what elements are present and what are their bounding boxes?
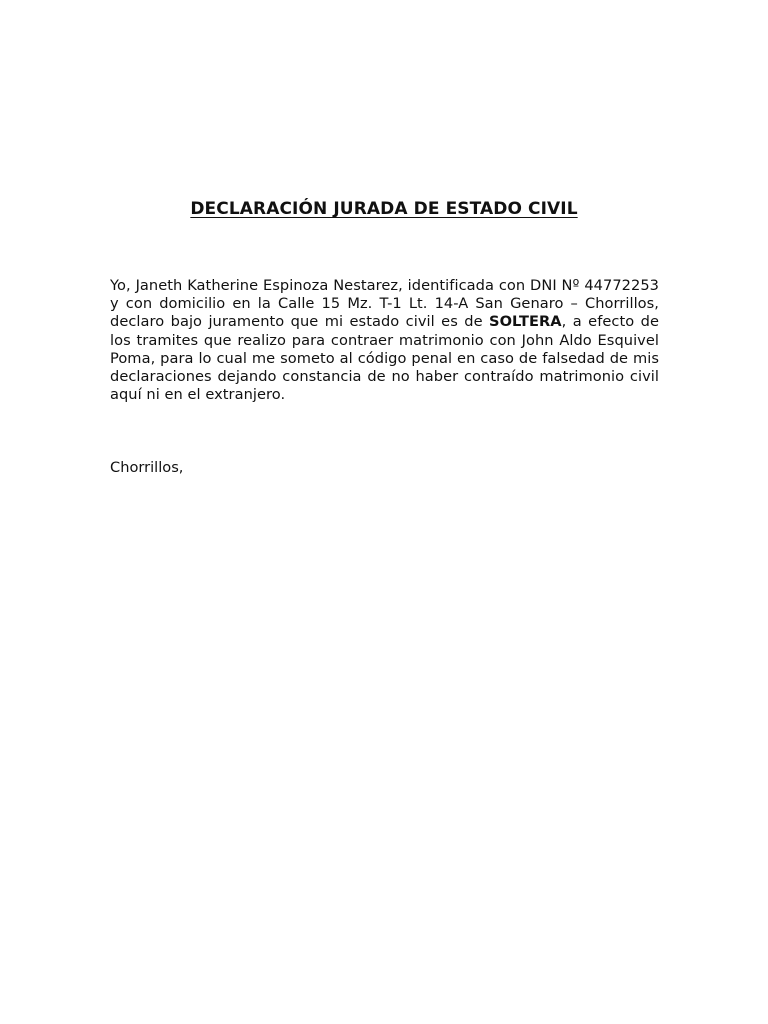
declaration-text-part1: Yo, Janeth Katherine Espinoza Nestarez, identificada con DNI Nº 44772253 y con domicilio en la Calle 15 Mz. T-1 Lt. 14-A San Genaro – Chorrillos, declaro bajo juramento que mi estado civil es de <box>110 277 659 331</box>
closing-place: Chorrillos, <box>110 459 184 476</box>
civil-status-emphasis: SOLTERA <box>489 313 562 331</box>
document-title: DECLARACIÓN JURADA DE ESTADO CIVIL <box>190 199 578 219</box>
declaration-paragraph <box>110 277 659 404</box>
declaration-text-part2: , a efecto de los tramites que realizo para contraer matrimonio con John Aldo Esquivel Poma, para lo cual me someto al código penal en caso de falsedad de mis declaraciones dejando constancia de no haber contraído matrimonio civil aquí ni en el extranjero. <box>110 313 659 404</box>
